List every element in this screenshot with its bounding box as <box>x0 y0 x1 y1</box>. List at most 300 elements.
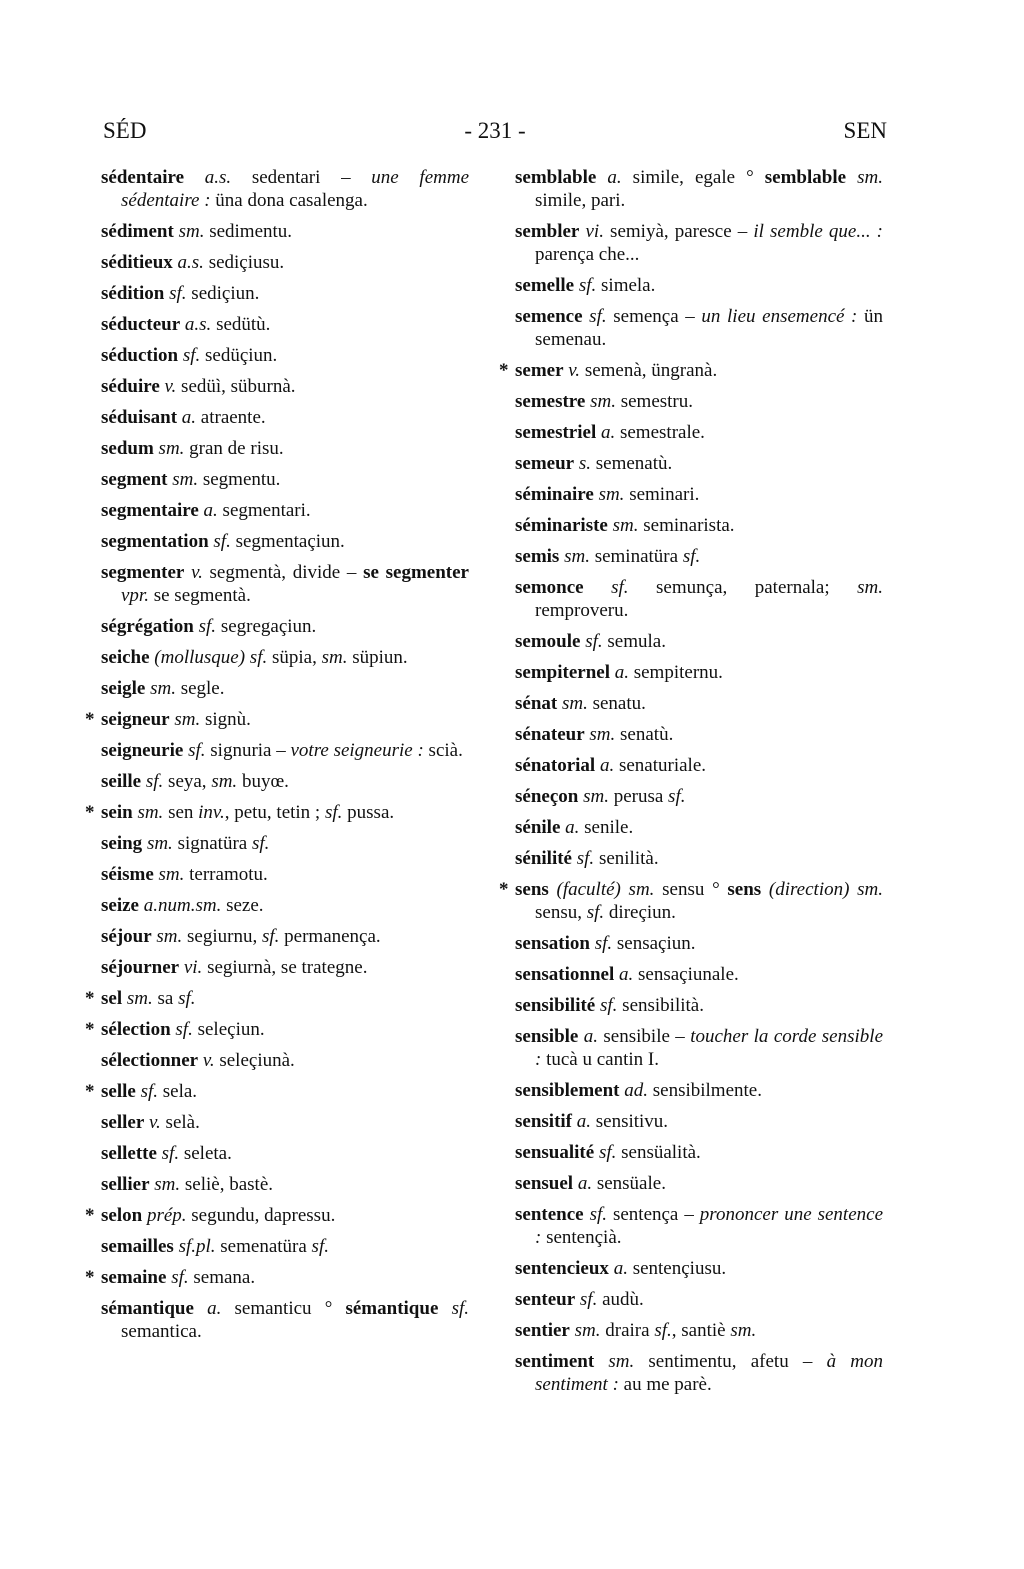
translation: semiyà, paresce – <box>603 221 754 242</box>
translation: segmentaçiun. <box>230 531 345 552</box>
grammar: prép. <box>146 1205 187 1226</box>
dictionary-entry <box>101 437 469 460</box>
headword: sentencieux <box>515 1258 609 1279</box>
grammar: ad. <box>624 1080 648 1101</box>
dictionary-entry <box>101 925 469 948</box>
dictionary-entry <box>515 483 883 506</box>
translation: direçiun. <box>604 902 676 923</box>
grammar: sf. <box>576 848 595 869</box>
grammar: sf. <box>682 546 701 567</box>
dictionary-entry <box>515 576 883 622</box>
dictionary-entry <box>515 1172 883 1195</box>
asterisk-marker: * <box>85 802 95 823</box>
grammar: sm. <box>598 484 625 505</box>
translation: semestrale. <box>615 422 705 443</box>
dictionary-entry <box>515 1257 883 1280</box>
grammar: a.s. <box>177 252 204 273</box>
translation: signatüra <box>172 833 252 854</box>
dictionary-entry <box>101 468 469 491</box>
grammar: sm. <box>857 577 884 598</box>
dictionary-entry <box>101 406 469 429</box>
grammar: sf. <box>311 1236 329 1257</box>
translation: perusa <box>608 786 669 807</box>
headword: sentier <box>515 1320 570 1341</box>
headword: segmentation <box>101 531 209 552</box>
translation: sen <box>163 802 199 823</box>
grammar: sm. <box>321 647 348 668</box>
headword: séminaire <box>515 484 594 505</box>
dictionary-entry <box>101 1142 469 1165</box>
translation: segiurnà, se trategne. <box>202 957 368 978</box>
translation: segundu, dapressu. <box>186 1205 336 1226</box>
grammar: v. <box>164 376 177 397</box>
dictionary-entry <box>101 956 469 979</box>
dictionary-entry <box>101 1297 469 1343</box>
dictionary-entry <box>101 166 469 212</box>
dictionary-entry <box>515 630 883 653</box>
headword: segment <box>101 469 168 490</box>
translation: , petu, tetin ; <box>224 802 325 823</box>
headword: séneçon <box>515 786 579 807</box>
translation: signuria – <box>205 740 291 761</box>
dictionary-entry <box>101 251 469 274</box>
translation: signù. <box>200 709 251 730</box>
translation: seleçiun. <box>192 1019 265 1040</box>
headword: segmenter <box>101 562 185 583</box>
headword: sein <box>101 802 133 823</box>
grammar: sm. <box>172 469 199 490</box>
grammar: v. <box>568 360 581 381</box>
headword: semailles <box>101 1236 174 1257</box>
headword: séditieux <box>101 252 173 273</box>
grammar: sm. <box>608 1351 635 1372</box>
example: prononcer une sentence : <box>535 1204 884 1248</box>
grammar: sf. <box>140 1081 159 1102</box>
headword: semblable <box>515 167 597 188</box>
page-number: - 231 - <box>464 118 526 143</box>
translation: segle. <box>175 678 225 699</box>
dictionary-entry <box>101 561 469 607</box>
headword: semblable <box>764 167 847 188</box>
dictionary-entry <box>515 1110 883 1133</box>
translation: segmentari. <box>217 500 311 521</box>
asterisk-marker: * <box>85 1081 95 1102</box>
grammar: sf. <box>161 1143 180 1164</box>
grammar: a. <box>565 817 580 838</box>
grammar: vi. <box>585 221 604 242</box>
translation: tucà u cantin I. <box>541 1049 659 1070</box>
grammar: sm. <box>158 438 185 459</box>
grammar: sf. <box>578 275 597 296</box>
example: à mon sentiment : <box>535 1351 883 1395</box>
grammar: vi. <box>183 957 203 978</box>
grammar: sf.pl. <box>178 1236 216 1257</box>
translation: senilità. <box>594 848 659 869</box>
asterisk-marker: * <box>499 879 509 900</box>
dictionary-entry <box>515 274 883 297</box>
translation: simile, pari. <box>535 190 626 211</box>
headword: seing <box>101 833 143 854</box>
dictionary-entry <box>515 1079 883 1102</box>
dictionary-entry <box>85 1018 469 1041</box>
dictionary-entry <box>85 708 469 731</box>
translation: semantica. <box>121 1321 202 1342</box>
grammar: sf. <box>251 833 270 854</box>
grammar: v. <box>191 562 203 583</box>
translation: seminatüra <box>589 546 683 567</box>
headword: semestriel <box>515 422 597 443</box>
grammar: sf. <box>654 1320 672 1341</box>
translation: sempiternu. <box>628 662 723 683</box>
translation: sentençià. <box>541 1227 622 1248</box>
dictionary-entry <box>515 1025 883 1071</box>
dictionary-entry <box>515 390 883 413</box>
translation: atraente. <box>196 407 266 428</box>
grammar: (mollusque) sf. <box>154 647 268 668</box>
grammar: inv. <box>198 802 225 823</box>
translation: senatù. <box>615 724 674 745</box>
headword: sédition <box>101 283 165 304</box>
grammar: a. <box>181 407 197 428</box>
translation: ün semenau. <box>535 306 884 350</box>
headword: sénat <box>515 693 558 714</box>
translation: segiurnu, <box>182 926 262 947</box>
translation: senaturiale. <box>614 755 707 776</box>
translation: seleta. <box>179 1143 232 1164</box>
headword: seiche <box>101 647 150 668</box>
example: toucher la corde sensible : <box>535 1026 884 1070</box>
dictionary-entry <box>515 1350 883 1396</box>
headword: seigneur <box>101 709 170 730</box>
translation: sensüalità. <box>616 1142 701 1163</box>
headword: sens <box>727 879 762 900</box>
grammar: sm. <box>126 988 153 1009</box>
dictionary-entry <box>101 375 469 398</box>
grammar: sm. <box>174 709 201 730</box>
dictionary-entry <box>499 878 883 924</box>
headword: sénilité <box>515 848 572 869</box>
translation: sensaçiun. <box>612 933 696 954</box>
headword: semelle <box>515 275 575 296</box>
dictionary-entry <box>515 1319 883 1342</box>
headword: sensibilité <box>515 995 596 1016</box>
grammar: sm. <box>590 391 616 412</box>
dictionary-entry <box>515 692 883 715</box>
grammar: sm. <box>146 833 173 854</box>
grammar: sf. <box>178 988 196 1009</box>
translation: seminarista. <box>638 515 735 536</box>
dictionary-entry <box>85 1204 469 1227</box>
translation: sensibilità. <box>617 995 704 1016</box>
dictionary-entry <box>101 739 469 762</box>
translation: semença – <box>606 306 702 327</box>
translation: sedimentu. <box>204 221 293 242</box>
translation: sentença – <box>607 1204 700 1225</box>
translation: terramotu. <box>184 864 268 885</box>
asterisk-marker: * <box>85 1019 95 1040</box>
dictionary-entry <box>85 1080 469 1103</box>
headword: sédentaire <box>101 167 185 188</box>
translation: senile. <box>579 817 634 838</box>
grammar: a. <box>607 167 622 188</box>
grammar: sf. <box>171 1267 189 1288</box>
dictionary-entry <box>515 514 883 537</box>
dictionary-entry <box>515 1288 883 1311</box>
grammar: sm. <box>730 1320 757 1341</box>
headword: séduction <box>101 345 179 366</box>
dictionary-entry <box>515 661 883 684</box>
translation: sensu ° <box>654 879 728 900</box>
translation: sensaçiunale. <box>633 964 739 985</box>
headword: semence <box>515 306 583 327</box>
translation: seze. <box>221 895 264 916</box>
headword: sensuel <box>515 1173 574 1194</box>
dictionary-entry <box>499 359 883 382</box>
guide-word-first: SÉD <box>103 118 147 143</box>
headword: sellier <box>101 1174 150 1195</box>
translation: sa <box>152 988 179 1009</box>
headword: sénateur <box>515 724 585 745</box>
headword: seize <box>101 895 139 916</box>
grammar: sf. <box>261 926 280 947</box>
dictionary-entry <box>101 677 469 700</box>
translation: semenà, üngranà. <box>580 360 718 381</box>
grammar: sf. <box>175 1019 193 1040</box>
dictionary-entry <box>101 344 469 367</box>
headword: semaine <box>101 1267 167 1288</box>
grammar: sf. <box>182 345 201 366</box>
grammar: sm. <box>211 771 238 792</box>
grammar: v. <box>202 1050 215 1071</box>
translation: pussa. <box>342 802 395 823</box>
translation: süpiun. <box>347 647 408 668</box>
example: une femme sédentaire : <box>121 167 470 211</box>
headword: senteur <box>515 1289 576 1310</box>
headword: séjourner <box>101 957 180 978</box>
translation: sedüì, süburnà. <box>176 376 296 397</box>
headword: sembler <box>515 221 580 242</box>
grammar: a. <box>614 662 629 683</box>
headword: sémantique <box>101 1298 194 1319</box>
headword: semonce <box>515 577 584 598</box>
translation: buyœ. <box>237 771 289 792</box>
grammar: vpr. <box>121 585 149 606</box>
translation: sediçiusu. <box>203 252 285 273</box>
dictionary-entry <box>101 499 469 522</box>
headword: selon <box>101 1205 143 1226</box>
grammar: sf. <box>589 306 607 327</box>
headword: sensualité <box>515 1142 595 1163</box>
example: votre seigneurie : <box>290 740 424 761</box>
headword: sensiblement <box>515 1080 620 1101</box>
grammar: sm. <box>583 786 609 807</box>
dictionary-entry <box>515 305 883 351</box>
dictionary-entry <box>515 754 883 777</box>
headword: sélection <box>101 1019 171 1040</box>
grammar: sf. <box>579 1289 598 1310</box>
grammar: sm. <box>150 678 176 699</box>
translation: semenatüra <box>215 1236 312 1257</box>
translation: semanticu ° <box>221 1298 346 1319</box>
translation: sensibile – <box>598 1026 691 1047</box>
headword: sedum <box>101 438 154 459</box>
translation: semula. <box>602 631 666 652</box>
translation: semana. <box>188 1267 256 1288</box>
grammar: sm. <box>564 546 590 567</box>
headword: séduisant <box>101 407 178 428</box>
dictionary-entry <box>101 894 469 917</box>
grammar: sm. <box>154 1174 181 1195</box>
dictionary-entry <box>101 282 469 305</box>
grammar: sf. <box>611 577 629 598</box>
headword: ségrégation <box>101 616 194 637</box>
asterisk-marker: * <box>85 1205 95 1226</box>
page-header <box>103 118 887 152</box>
grammar: (direction) sm. <box>768 879 883 900</box>
translation: senatu. <box>587 693 646 714</box>
grammar: (faculté) sm. <box>556 879 655 900</box>
grammar: sm. <box>156 926 183 947</box>
dictionary-entry <box>515 785 883 808</box>
headword: séjour <box>101 926 152 947</box>
dictionary-entry <box>85 1266 469 1289</box>
dictionary-entry <box>101 770 469 793</box>
grammar: v. <box>149 1112 161 1133</box>
translation: au me parè. <box>618 1374 712 1395</box>
right-column <box>499 166 884 1404</box>
headword: sentiment <box>515 1351 595 1372</box>
grammar: sm. <box>137 802 164 823</box>
example: un lieu ensemencé : <box>701 306 858 327</box>
headword: semoule <box>515 631 581 652</box>
headword: sentence <box>515 1204 584 1225</box>
grammar: a. <box>619 964 634 985</box>
headword: séminariste <box>515 515 608 536</box>
headword: semis <box>515 546 560 567</box>
translation: parença che... <box>535 244 640 265</box>
grammar: a.s. <box>204 167 232 188</box>
translation: seleçiunà. <box>214 1050 295 1071</box>
grammar: a. <box>207 1298 222 1319</box>
headword: semeur <box>515 453 575 474</box>
headword: semer <box>515 360 564 381</box>
headword: sellette <box>101 1143 157 1164</box>
dictionary-entry <box>101 863 469 886</box>
translation: semenatù. <box>591 453 673 474</box>
translation: sensitivu. <box>591 1111 669 1132</box>
grammar: sm. <box>574 1320 601 1341</box>
grammar: a. <box>599 755 615 776</box>
translation: segmentu. <box>198 469 281 490</box>
grammar: sm. <box>857 167 884 188</box>
dictionary-entry <box>101 1235 469 1258</box>
grammar: a. <box>600 422 616 443</box>
grammar: sf. <box>451 1298 469 1319</box>
headword: seller <box>101 1112 145 1133</box>
grammar: sm. <box>589 724 616 745</box>
headword: sel <box>101 988 123 1009</box>
dictionary-entry <box>515 1203 883 1249</box>
grammar: sf. <box>324 802 343 823</box>
grammar: a.s. <box>184 314 212 335</box>
dictionary-entry <box>515 963 883 986</box>
headword: sensation <box>515 933 590 954</box>
grammar: sf. <box>198 616 217 637</box>
dictionary-entry <box>515 723 883 746</box>
grammar: a. <box>577 1173 593 1194</box>
dictionary-entry <box>101 615 469 638</box>
asterisk-marker: * <box>85 709 95 730</box>
headword: semestre <box>515 391 586 412</box>
grammar: sm. <box>561 693 588 714</box>
dictionary-entry <box>515 847 883 870</box>
grammar: sf. <box>213 531 231 552</box>
headword: seigneurie <box>101 740 184 761</box>
translation: sedüçiun. <box>200 345 278 366</box>
dictionary-entry <box>515 452 883 475</box>
dictionary-entry <box>101 220 469 243</box>
headword: sempiternel <box>515 662 610 683</box>
headword: se segmenter <box>363 562 469 583</box>
grammar: a. <box>613 1258 628 1279</box>
asterisk-marker: * <box>85 1267 95 1288</box>
asterisk-marker: * <box>85 988 95 1009</box>
translation: sensüale. <box>592 1173 666 1194</box>
translation: sedentari – <box>231 167 372 188</box>
headword: séducteur <box>101 314 181 335</box>
dictionary-entry <box>515 816 883 839</box>
grammar: a.num.sm. <box>143 895 222 916</box>
grammar: sf. <box>594 933 613 954</box>
grammar: a. <box>576 1111 591 1132</box>
dictionary-entry <box>85 801 469 824</box>
dictionary-entry <box>101 646 469 669</box>
grammar: a. <box>583 1026 599 1047</box>
headword: séisme <box>101 864 154 885</box>
dictionary-entry <box>515 545 883 568</box>
translation: scià. <box>423 740 463 761</box>
translation: seminari. <box>624 484 700 505</box>
grammar: sf. <box>188 740 206 761</box>
translation: sensu, <box>535 902 587 923</box>
headword: sémantique <box>345 1298 439 1319</box>
dictionary-entry <box>515 994 883 1017</box>
asterisk-marker: * <box>499 360 509 381</box>
translation: simile, egale ° <box>621 167 765 188</box>
dictionary-entry <box>101 1111 469 1134</box>
translation: süpia, <box>267 647 322 668</box>
grammar: sf. <box>145 771 164 792</box>
translation: seya, <box>163 771 212 792</box>
translation: , santiè <box>671 1320 731 1341</box>
dictionary-entry <box>101 530 469 553</box>
dictionary-entry <box>515 1141 883 1164</box>
translation: seliè, bastè. <box>180 1174 274 1195</box>
dictionary-entry <box>515 932 883 955</box>
dictionary-entry <box>515 421 883 444</box>
dictionary-entry <box>101 832 469 855</box>
headword: selle <box>101 1081 136 1102</box>
headword: sens <box>515 879 549 900</box>
guide-word-last: SEN <box>843 118 887 143</box>
left-column <box>85 166 470 1351</box>
translation: draira <box>600 1320 655 1341</box>
translation: segmentà, divide – <box>202 562 364 583</box>
headword: segmentaire <box>101 500 199 521</box>
dictionary-entry <box>85 987 469 1010</box>
headword: sénile <box>515 817 561 838</box>
grammar: s. <box>578 453 591 474</box>
